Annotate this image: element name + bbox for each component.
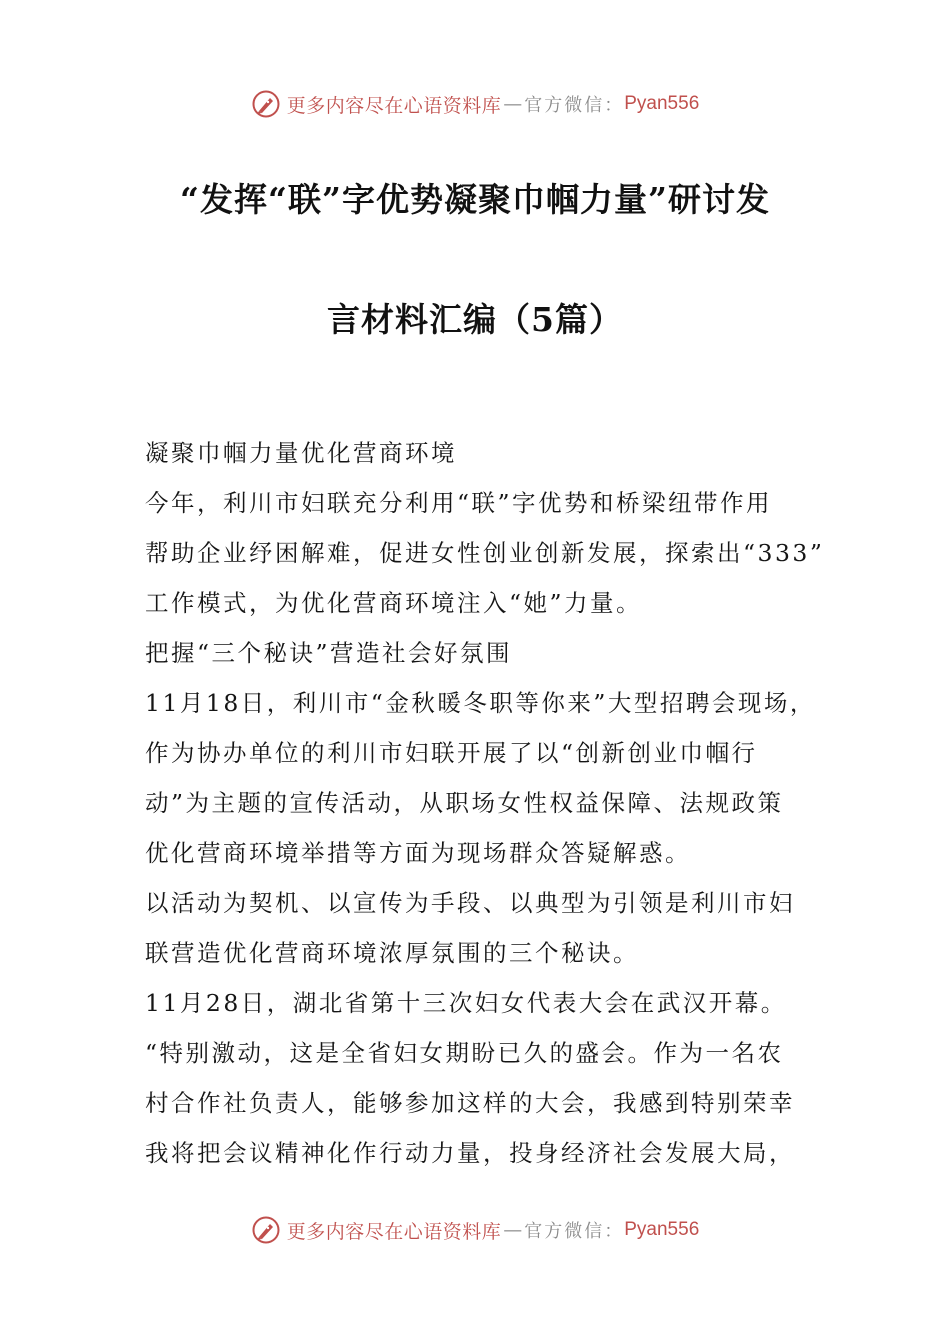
body-heading: 凝聚巾帼力量优化营商环境: [145, 439, 457, 467]
watermark-wechat-id: Pyan556: [624, 93, 700, 114]
body-line: 联营造优化营商环境浓厚氛围的三个秘诀。: [145, 939, 639, 967]
document-title-line-2: 言材料汇编（5篇）: [327, 300, 623, 339]
footer-watermark: [0, 1210, 950, 1250]
watermark-dash: —: [503, 1219, 523, 1241]
watermark-dash: —: [503, 93, 523, 115]
body-line: 11月18日，利川市“金秋暖冬职等你来”大型招聘会现场，: [145, 689, 816, 717]
document-body: [145, 428, 825, 1178]
watermark-label: 官方微信：: [524, 1221, 625, 1242]
header-watermark: [0, 84, 950, 124]
body-line: 村合作社负责人，能够参加这样的大会，我感到特别荣幸: [145, 1089, 795, 1117]
body-line: 我将把会议精神化作行动力量，投身经济社会发展大局，: [145, 1139, 795, 1167]
body-line: 以活动为契机、以宣传为手段、以典型为引领是利川市妇: [145, 889, 795, 917]
body-line: 优化营商环境举措等方面为现场群众答疑解惑。: [145, 839, 691, 867]
watermark-label: 官方微信：: [524, 95, 625, 116]
document-title-line-1: “发挥“联”字优势凝聚巾帼力量”研讨发: [180, 180, 770, 219]
watermark-site-text: 更多内容尽在心语资料库: [286, 94, 502, 117]
body-line: 11月28日，湖北省第十三次妇女代表大会在武汉开幕。: [145, 989, 787, 1017]
body-line: 帮助企业纾困解难，促进女性创业创新发展，探索出“333”: [145, 539, 825, 567]
watermark-wechat-id: Pyan556: [624, 1219, 700, 1240]
body-heading: 把握“三个秘诀”营造社会好氛围: [145, 639, 513, 667]
body-line: 工作模式，为优化营商环境注入“她”力量。: [145, 589, 643, 617]
pen-nib-logo-icon: [251, 89, 281, 119]
body-line: 作为协办单位的利川市妇联开展了以“创新创业巾帼行: [145, 739, 758, 767]
body-line: “特别激动，这是全省妇女期盼已久的盛会。作为一名农: [145, 1039, 784, 1067]
watermark-site-text: 更多内容尽在心语资料库: [286, 1220, 502, 1243]
pen-nib-logo-icon: [251, 1215, 281, 1245]
body-line: 动”为主题的宣传活动，从职场女性权益保障、法规政策: [145, 789, 784, 817]
body-line: 今年，利川市妇联充分利用“联”字优势和桥梁纽带作用: [145, 489, 773, 517]
